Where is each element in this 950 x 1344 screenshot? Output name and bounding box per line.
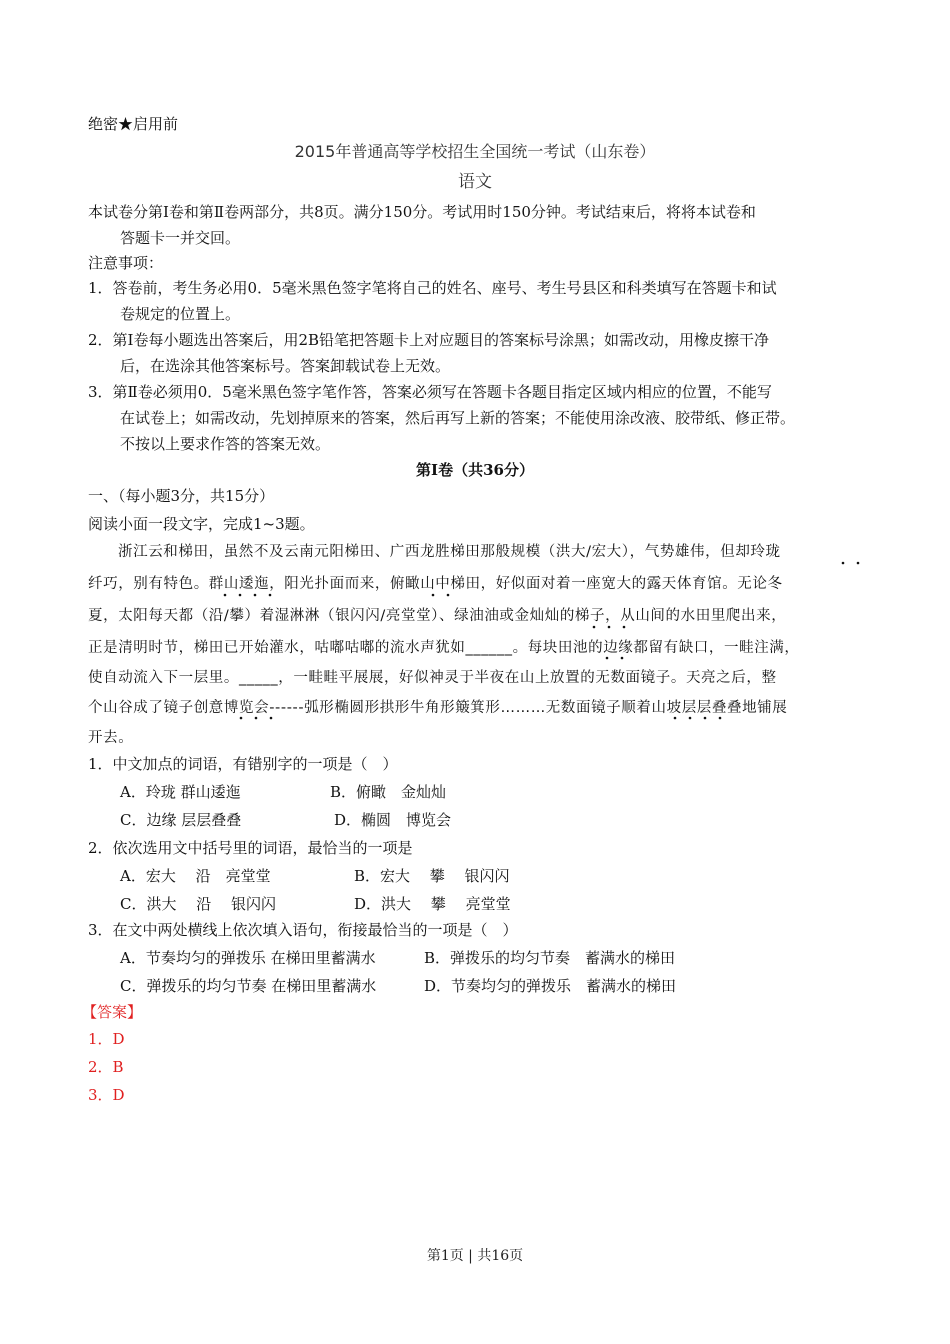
question-2-option-c: C．洪大 沿 银闪闪: [120, 895, 277, 913]
passage-line-3: 夏，太阳每天都（沿/攀）着湿淋淋（银闪闪/亮堂堂）、绿油油或金灿灿的梯子，从山间的水田里爬出来，: [88, 608, 787, 624]
question-1-stem: 1．中文加点的词语，有错别字的一项是（ ）: [88, 755, 398, 773]
note-2-line-1: 2．第Ⅰ卷每小题选出答案后，用2B铅笔把答题卡上对应题目的答案标号涂黑；如需改动，用橡皮擦干净: [88, 331, 770, 349]
question-2-option-a: A．宏大 沿 亮堂堂: [120, 867, 271, 885]
note-3-line-2: 在试卷上；如需改动，先划掉原来的答案，然后再写上新的答案；不能使用涂改液、胶带纸、修正带。: [120, 409, 796, 427]
answer-2: 2．B: [88, 1058, 124, 1076]
passage-line-7: 开去。: [88, 730, 134, 746]
question-3-option-b: B．弹拨乐的均匀节奏 蓄满水的梯田: [424, 949, 676, 967]
passage-line-1: 浙江云和梯田，虽然不及云南元阳梯田、广西龙胜梯田那般规模（洪大/宏大），气势雄伟，但却玲珑: [118, 544, 781, 560]
passage-line-6: 个山谷成了镜子创意博览会------弧形椭圆形拱形牛角形簸箕形………无数面镜子顺着山坡层层叠叠地铺展: [88, 700, 788, 716]
passage-line-4: 正是清明时节，梯田已开始灌水，咕嘟咕嘟的流水声犹如______。每块田池的边缘都留有缺口，一畦注满，: [88, 640, 800, 656]
secret-label: 绝密★启用前: [88, 115, 179, 133]
question-1-option-c: C．边缘 层层叠叠: [120, 811, 242, 829]
question-3-stem: 3．在文中两处横线上依次填入语句，衔接最恰当的一项是（ ）: [88, 921, 518, 939]
part-heading: 一、（每小题3分，共15分）: [88, 487, 275, 505]
intro-line-1: 本试卷分第Ⅰ卷和第Ⅱ卷两部分，共8页。满分150分。考试用时150分钟。考试结束后，将将本试卷和: [88, 203, 756, 221]
notice-title: 注意事项：: [88, 254, 164, 272]
answer-label: 【答案】: [82, 1003, 143, 1021]
note-1-line-1: 1．答卷前，考生务必用0．5毫米黑色签字笔将自己的姓名、座号、考生号县区和科类填写在答题卡和试: [88, 279, 777, 297]
intro-line-2: 答题卡一并交回。: [120, 229, 241, 247]
page-footer: 第1页 | 共16页: [426, 1248, 524, 1264]
question-3-option-a: A．节奏均匀的弹拨乐 在梯田里蓄满水: [120, 949, 376, 967]
subject-title: 语文: [458, 172, 492, 192]
reading-instruction: 阅读小面一段文字，完成1~3题。: [88, 515, 315, 533]
answer-1: 1．D: [88, 1030, 125, 1048]
question-3-option-d: D．节奏均匀的弹拨乐 蓄满水的梯田: [424, 977, 677, 995]
exam-title: 2015年普通高等学校招生全国统一考试（山东卷）: [294, 142, 656, 161]
passage-line-5: 使自动流入下一层里。_____，一畦畦平展展，好似神灵于半夜在山上放置的无数面镜子。天亮之后，整: [88, 670, 777, 686]
question-2-option-b: B．宏大 攀 银闪闪: [354, 867, 510, 885]
note-3-line-1: 3．第Ⅱ卷必须用0．5毫米黑色签字笔作答，答案必须写在答题卡各题目指定区域内相应的位置，不能写: [88, 383, 772, 401]
answer-3: 3．D: [88, 1086, 125, 1104]
note-1-line-2: 卷规定的位置上。: [120, 305, 241, 323]
question-2-option-d: D．洪大 攀 亮堂堂: [354, 895, 511, 913]
section-title: 第Ⅰ卷（共36分）: [416, 461, 534, 479]
question-1-option-d: D．椭圆 博览会: [334, 811, 452, 829]
question-1-option-a: A．玲珑 群山逶迤: [120, 783, 241, 801]
question-3-option-c: C．弹拨乐的均匀节奏 在梯田里蓄满水: [120, 977, 377, 995]
passage-line-2: 纤巧，别有特色。群山逶迤，阳光扑面而来，俯瞰山中梯田，好似面对着一座宽大的露天体育馆。无论冬: [88, 576, 783, 592]
question-1-option-b: B．俯瞰 金灿灿: [330, 783, 447, 801]
note-2-line-2: 后，在选涂其他答案标号。答案卸载试卷上无效。: [120, 357, 451, 375]
note-3-line-3: 不按以上要求作答的答案无效。: [120, 435, 331, 453]
question-2-stem: 2．依次选用文中括号里的词语，最恰当的一项是: [88, 839, 413, 857]
